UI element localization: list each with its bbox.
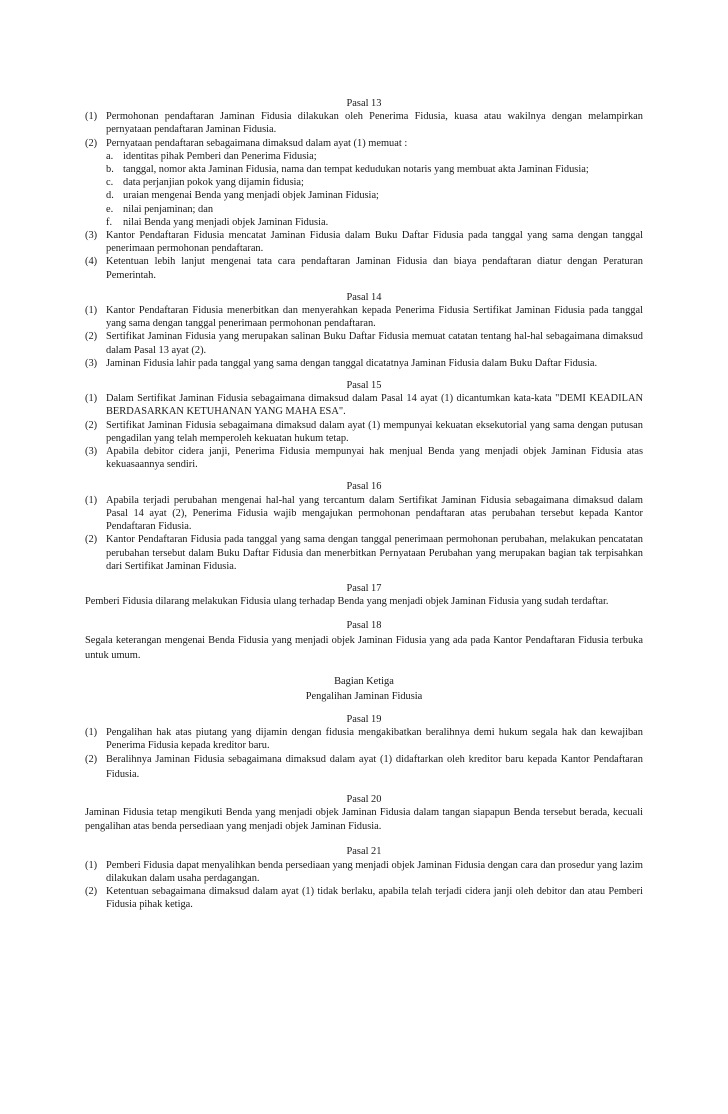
article-item: [85, 859, 643, 885]
sub-item-label: d.: [106, 190, 114, 202]
sub-item: [106, 163, 643, 176]
bagian-heading: [85, 674, 643, 704]
item-number: (1): [85, 393, 98, 405]
paragraph: Jaminan Fidusia tetap mengikuti Benda yang menjadi objek Jaminan Fidusia dalam tangan siapapun Benda tersebut berada, kecuali pengalihan atas benda persediaan yang menjadi objek Jaminan Fidusia.: [85, 807, 643, 833]
sub-item-text: tanggal, nomor akta Jaminan Fidusia, nama dan tempat kedudukan notaris yang membuat akta Jaminan Fidusia;: [123, 164, 589, 176]
sub-item-label: e.: [106, 203, 114, 215]
pasal-title: Pasal 13: [346, 98, 382, 109]
article-item: [85, 357, 643, 370]
item-number: (1): [85, 305, 98, 317]
sub-item-text: nilai Benda yang menjadi objek Jaminan Fidusia.: [123, 216, 329, 228]
sub-item-label: f.: [106, 216, 113, 228]
item-number: (1): [85, 494, 98, 506]
item-text: Kantor Pendaftaran Fidusia menerbitkan dan menyerahkan kepada Penerima Fidusia Sertifikat Jaminan Fidusia pada tanggal yang sama dengan tanggal penerimaan permohonan pendaftaran.: [106, 305, 643, 330]
sub-item: [106, 176, 643, 189]
article-item: [85, 885, 643, 911]
item-number: (2): [85, 754, 98, 766]
item-number: (1): [85, 111, 98, 123]
pasal-title: Pasal 15: [346, 380, 382, 392]
article-item: [85, 229, 643, 255]
item-text: Pernyataan pendaftaran sebagaimana dimaksud dalam ayat (1) memuat :: [106, 137, 408, 149]
article-item: [85, 110, 643, 136]
article-item: [85, 445, 643, 471]
item-text: Sertifikat Jaminan Fidusia sebagaimana dimaksud dalam ayat (1) mempunyai kekuatan eksekutorial yang sama dengan putusan pengadilan yang telah memperoleh kekuatan hukum tetap.: [106, 419, 643, 444]
pasal-15: [85, 379, 643, 471]
pasal-21: [85, 845, 643, 911]
sub-item-text: identitas pihak Pemberi dan Penerima Fidusia;: [123, 150, 317, 162]
item-text: Ketentuan lebih lanjut mengenai tata cara pendaftaran Jaminan Fidusia dan biaya pendaftaran diatur dengan Peraturan Pemerintah.: [106, 256, 643, 281]
item-body: [106, 137, 643, 229]
item-text: Pengalihan hak atas piutang yang dijamin dengan fidusia mengakibatkan beralihnya demi hukum segala hak dan kewajiban Penerima Fidusia kepada kreditor baru.: [106, 726, 643, 751]
article-item: [85, 304, 643, 330]
item-number: (2): [85, 885, 98, 897]
sub-item-text: data perjanjian pokok yang dijamin fidusia;: [123, 177, 304, 189]
chapter-subtitle: Pengalihan Jaminan Fidusia: [305, 690, 423, 702]
pasal-title: Pasal 14: [346, 291, 382, 303]
pasal-title: Pasal 16: [346, 481, 382, 493]
pasal-16: [85, 480, 643, 572]
paragraph: Pemberi Fidusia dilarang melakukan Fidusia ulang terhadap Benda yang menjadi objek Jaminan Fidusia yang sudah terdaftar.: [85, 596, 609, 608]
article-item: [85, 752, 643, 782]
item-number: (2): [85, 534, 98, 546]
paragraph: Segala keterangan mengenai Benda Fidusia yang menjadi objek Jaminan Fidusia yang ada pada Kantor Pendaftaran Fidusia terbuka untuk umum.: [85, 634, 643, 661]
sub-item: [106, 203, 643, 216]
item-text: Kantor Pendaftaran Fidusia pada tanggal yang sama dengan tanggal penerimaan permohonan perubahan, melakukan pencatatan perubahan tersebut dalam Buku Daftar Fidusia dan menerbitkan Pernyataan Perubahan yang merupakan bagian tak terpisahkan dari Sertifikat Jaminan Fidusia.: [106, 534, 643, 572]
sub-item-text: uraian mengenai Benda yang menjadi objek Jaminan Fidusia;: [123, 190, 379, 202]
pasal-title: Pasal 20: [346, 794, 382, 806]
article-item: [85, 726, 643, 752]
sub-item: [106, 150, 643, 163]
pasal-19: [85, 713, 643, 783]
item-number: (3): [85, 446, 98, 458]
pasal-title: Pasal 21: [346, 846, 382, 858]
item-number: (4): [85, 256, 98, 268]
article-item: [85, 533, 643, 573]
article-item: [85, 330, 643, 356]
sub-item-label: c.: [106, 177, 114, 189]
pasal-14: [85, 291, 643, 370]
sub-item: [106, 216, 643, 229]
article-item: [85, 255, 643, 281]
pasal-18: [85, 619, 643, 662]
item-text: Beralihnya Jaminan Fidusia sebagaimana dimaksud dalam ayat (1) didaftarkan oleh kreditor baru kepada Kantor Pendaftaran Fidusia.: [106, 754, 643, 781]
sub-item-label: b.: [106, 164, 114, 176]
chapter-title: Bagian Ketiga: [334, 675, 394, 687]
article-item: [85, 392, 643, 418]
item-number: (3): [85, 230, 98, 242]
sub-item-text: nilai penjaminan; dan: [123, 203, 214, 215]
item-number: (3): [85, 357, 98, 369]
sub-item-label: a.: [106, 150, 114, 162]
item-text: Dalam Sertifikat Jaminan Fidusia sebagaimana dimaksud dalam Pasal 14 ayat (1) dicantumkan kata-kata "DEMI KEADILAN BERDASARKAN KETUHANAN YANG MAHA ESA".: [106, 393, 643, 418]
article-item: [85, 494, 643, 534]
article-item: [85, 137, 643, 229]
item-number: (1): [85, 726, 98, 738]
pasal-13: [85, 97, 643, 282]
pasal-title: Pasal 17: [346, 582, 382, 594]
item-number: (2): [85, 331, 98, 343]
article-item: [85, 419, 643, 445]
item-text: Kantor Pendaftaran Fidusia mencatat Jaminan Fidusia dalam Buku Daftar Fidusia pada tanggal yang sama dengan tanggal penerimaan permohonan pendaftaran.: [106, 230, 643, 255]
item-text: Apabila debitor cidera janji, Penerima Fidusia mempunyai hak menjual Benda yang menjadi objek Jaminan Fidusia atas kekuasaannya sendiri.: [106, 446, 643, 471]
pasal-17: [85, 582, 643, 608]
item-number: (2): [85, 419, 98, 431]
item-text: Jaminan Fidusia lahir pada tanggal yang sama dengan tanggal dicatatnya Jaminan Fidusia dalam Buku Daftar Fidusia.: [106, 357, 598, 369]
pasal-20: [85, 793, 643, 834]
item-number: (2): [85, 137, 98, 149]
item-number: (1): [85, 859, 98, 871]
item-text: Apabila terjadi perubahan mengenai hal-hal yang tercantum dalam Sertifikat Jaminan Fidusia sebagaimana dimaksud dalam Pasal 14 ayat (2), Penerima Fidusia wajib mengajukan permohonan pendaftaran atas perubahan tersebut kepada Kantor Pendaftaran Fidusia.: [106, 494, 643, 533]
item-text: Sertifikat Jaminan Fidusia yang merupakan salinan Buku Daftar Fidusia memuat catatan tentang hal-hal sebagaimana dimaksud dalam Pasal 13 ayat (2).: [106, 331, 643, 356]
sub-item: [106, 189, 643, 202]
item-text: Pemberi Fidusia dapat menyalihkan benda persediaan yang menjadi objek Jaminan Fidusia dengan cara dan prosedur yang lazim dilakukan dalam usaha perdagangan.: [106, 859, 643, 884]
pasal-title: Pasal 19: [346, 713, 382, 725]
item-text: Ketentuan sebagaimana dimaksud dalam ayat (1) tidak berlaku, apabila telah terjadi cidera janji oleh debitor dan atau Pemberi Fidusia pihak ketiga.: [106, 885, 643, 911]
pasal-title: Pasal 18: [346, 620, 382, 632]
item-text: Permohonan pendaftaran Jaminan Fidusia dilakukan oleh Penerima Fidusia, kuasa atau wakilnya dengan melampirkan pernyataan pendaftaran Jaminan Fidusia.: [106, 111, 643, 136]
